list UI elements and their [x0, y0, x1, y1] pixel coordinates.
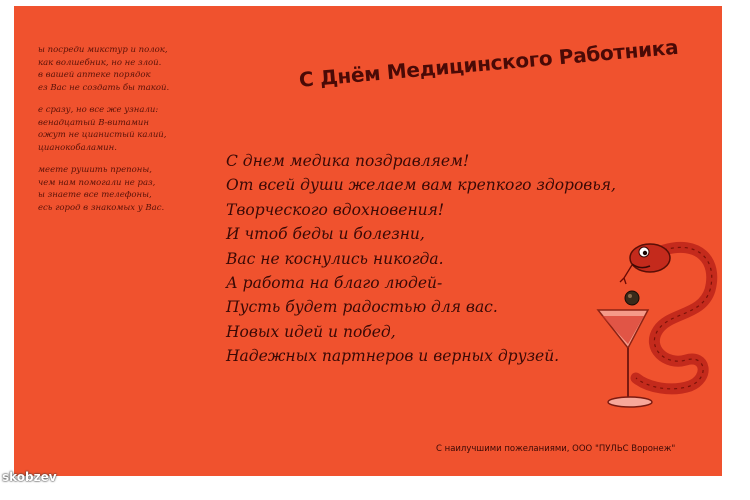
poem-line: Пусть будет радостью для вас.	[226, 298, 498, 317]
poem-line: От всей души желаем вам крепкого здоровья,	[226, 176, 616, 195]
left-line: чем нам помогали не раз,	[38, 177, 156, 188]
left-line: есь город в знакомых у Вас.	[38, 202, 165, 213]
poem-line: Надежных партнеров и верных друзей.	[226, 347, 560, 366]
left-stanza	[38, 164, 178, 214]
left-line: е сразу, но все же узнали:	[38, 105, 159, 115]
poem-line: И чтоб беды и болезни,	[226, 225, 425, 244]
left-line: ез Вас не создать бы такой.	[38, 82, 170, 93]
poem-line: С днем медика поздравляем!	[226, 152, 470, 170]
snake-bowl-icon	[588, 220, 728, 420]
left-line: венадцатый В-витамин	[38, 117, 149, 128]
left-line: как волшебник, но не злой.	[38, 57, 162, 68]
poem-line: Новых идей и побед,	[226, 322, 396, 341]
left-stanza	[38, 44, 178, 94]
greeting-poem	[226, 149, 616, 369]
watermark: skobzev	[2, 470, 57, 484]
left-line: ожут не цианистый калий,	[38, 130, 167, 140]
left-stanza	[38, 104, 178, 154]
card-title: С Днём Медицинского Работника	[298, 34, 680, 92]
poem-line: Вас не коснулись никогда.	[226, 249, 444, 268]
signature-line: С наилучшими пожеланиями, ООО "ПУЛЬС Воронеж"	[436, 444, 676, 454]
poem-line: Творческого вдохновения!	[226, 200, 445, 219]
left-poem-fragment	[38, 44, 178, 224]
poem-line: А работа на благо людей-	[226, 274, 443, 293]
left-line: меете рушить препоны,	[38, 165, 152, 175]
left-line: в вашей аптеке порядок	[38, 70, 151, 80]
left-line: ы посреди микстур и полок,	[38, 45, 168, 55]
left-line: ы знаете все телефоны,	[38, 190, 152, 200]
left-line: цианокобаламин.	[38, 142, 117, 153]
